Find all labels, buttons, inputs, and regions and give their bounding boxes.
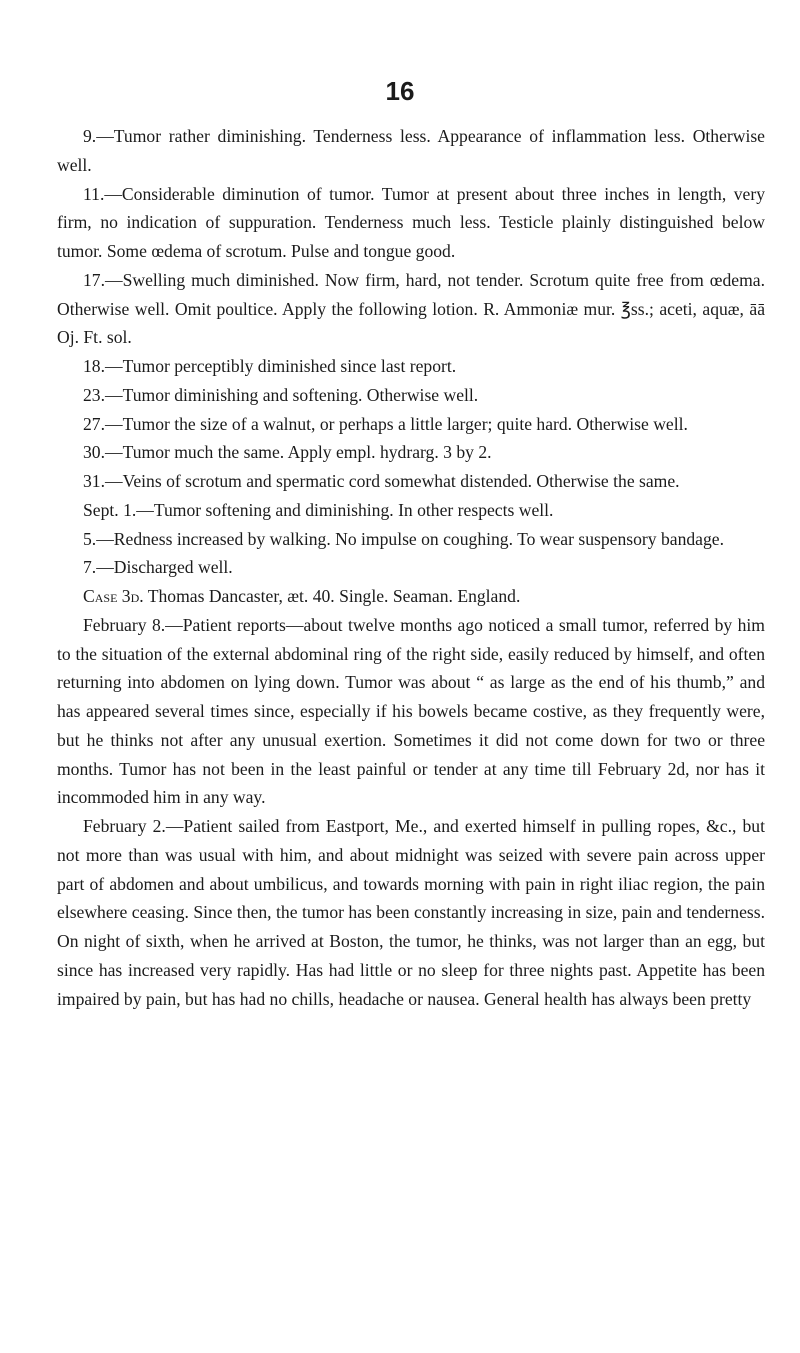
page-number: 16 [385, 76, 415, 106]
case-heading-paragraph [57, 582, 765, 611]
paragraph-day-27: 27.—Tumor the size of a walnut, or perhaps a little larger; quite hard. Otherwise well. [83, 413, 688, 434]
paragraph-day-5: 5.—Redness increased by walking. No impulse on coughing. To wear suspensory bandage. [83, 528, 724, 549]
paragraph-day-30: 30.—Tumor much the same. Apply empl. hydrarg. 3 by 2. [83, 442, 492, 463]
paragraph-february-2: February 2.—Patient sailed from Eastport, Me., and exerted himself in pulling ropes, &c., but not more than was usual with him, and about midnight was seized with severe pain across upper part of abdomen and about umbilicus, and towards morning with pain in right iliac region, the pain elsewhere ceasing. Since then, the tumor has been constantly increasing in size, pain and tenderness. On night of sixth, when he arrived at Boston, the tumor, he thinks, was not larger than an egg, but since has increased very rapidly. Has had little or no sleep for three nights past. Appetite has been impaired by pain, but has had no chills, headache or nausea. General health has always been pretty [57, 816, 765, 1009]
paragraph-day-31: 31.—Veins of scrotum and spermatic cord somewhat distended. Otherwise the same. [83, 471, 680, 491]
case-intro: Thomas Dancaster, æt. 40. Single. Seaman. England. [147, 586, 521, 606]
paragraph-sept-1: Sept. 1.—Tumor softening and diminishing. In other respects well. [83, 499, 554, 520]
paragraph-february-8: February 8.—Patient reports—about twelve months ago noticed a small tumor, referred by him to the situation of the external abdominal ring of the right side, easily reduced by himself, and often returning into abdomen on lying down. Tumor was about “ as large as the end of his thumb,” and has appeared several times since, especially if his bowels became costive, as they frequently were, but he thinks not after any unusual exertion. Sometimes it did not come down for two or three months. Tumor has not been in the least painful or tender at any time till February 2d, nor has it incommoded him in any way. [57, 614, 765, 808]
case-lead: Case 3d. [83, 586, 144, 606]
paragraph-day-17: 17.—Swelling much diminished. Now firm, hard, not tender. Scrotum quite free from œdema. Otherwise well. Omit poultice. Apply the following lotion. R. Ammoniæ mur. ℥ss.; aceti, aquæ, āā Oj. Ft. sol. [57, 269, 765, 348]
paragraph-day-18: 18.—Tumor perceptibly diminished since last report. [83, 356, 457, 376]
paragraph-day-11: 11.—Considerable diminution of tumor. Tumor at present about three inches in length, very firm, no indication of suppuration. Tenderness much less. Testicle plainly distinguished below tumor. Some œdema of scrotum. Pulse and tongue good. [57, 183, 765, 261]
body-text [57, 122, 765, 1013]
paragraph-day-7: 7.—Discharged well. [83, 557, 233, 578]
paragraph-day-9: 9.—Tumor rather diminishing. Tenderness less. Appearance of inflammation less. Otherwise well. [57, 126, 765, 175]
paragraph-day-23: 23.—Tumor diminishing and softening. Otherwise well. [83, 384, 479, 405]
